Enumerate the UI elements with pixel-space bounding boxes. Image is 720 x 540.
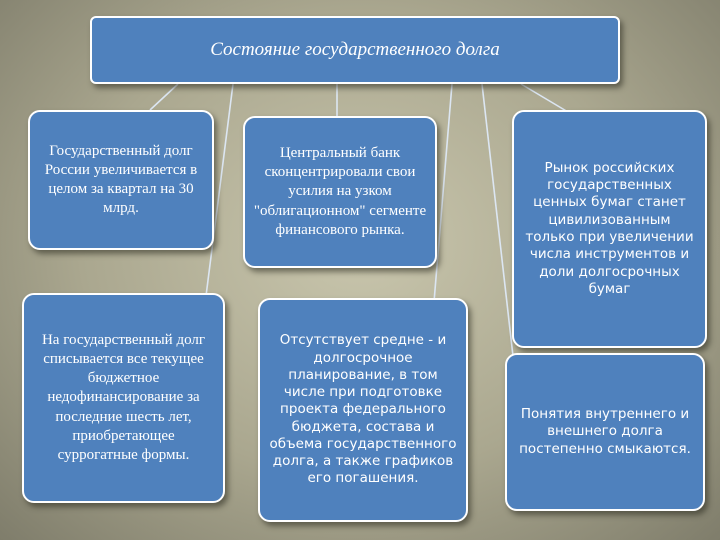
- node-securities-market: Рынок российских государственных ценных бумаг станет цивилизованным только при увеличении числа инструментов и доли долгосрочных бумаг: [512, 110, 707, 348]
- node-debt-growth: Государственный долг России увеличивается в целом за квартал на 30 млрд.: [28, 110, 214, 250]
- connector-b3: [521, 84, 568, 112]
- node-planning: Отсутствует средне - и долгосрочное планирование, в том числе при подготовке проекта федерального бюджета, состава и объема государственного долга, а также графиков его погашения.: [258, 298, 468, 522]
- diagram-title: Состояние государственного долга: [90, 16, 620, 84]
- node-central-bank: Центральный банк сконцентрировали свои усилия на узком "облигационном" сегменте финансового рынка.: [243, 116, 437, 268]
- node-underfinancing: На государственный долг списывается все текущее бюджетное недофинансирование за последние шесть лет, приобретающее суррогатные формы.: [22, 293, 225, 503]
- connector-b6: [482, 84, 513, 356]
- connector-b1: [150, 84, 178, 110]
- node-internal-external-debt: Понятия внутреннего и внешнего долга постепенно смыкаются.: [505, 353, 705, 511]
